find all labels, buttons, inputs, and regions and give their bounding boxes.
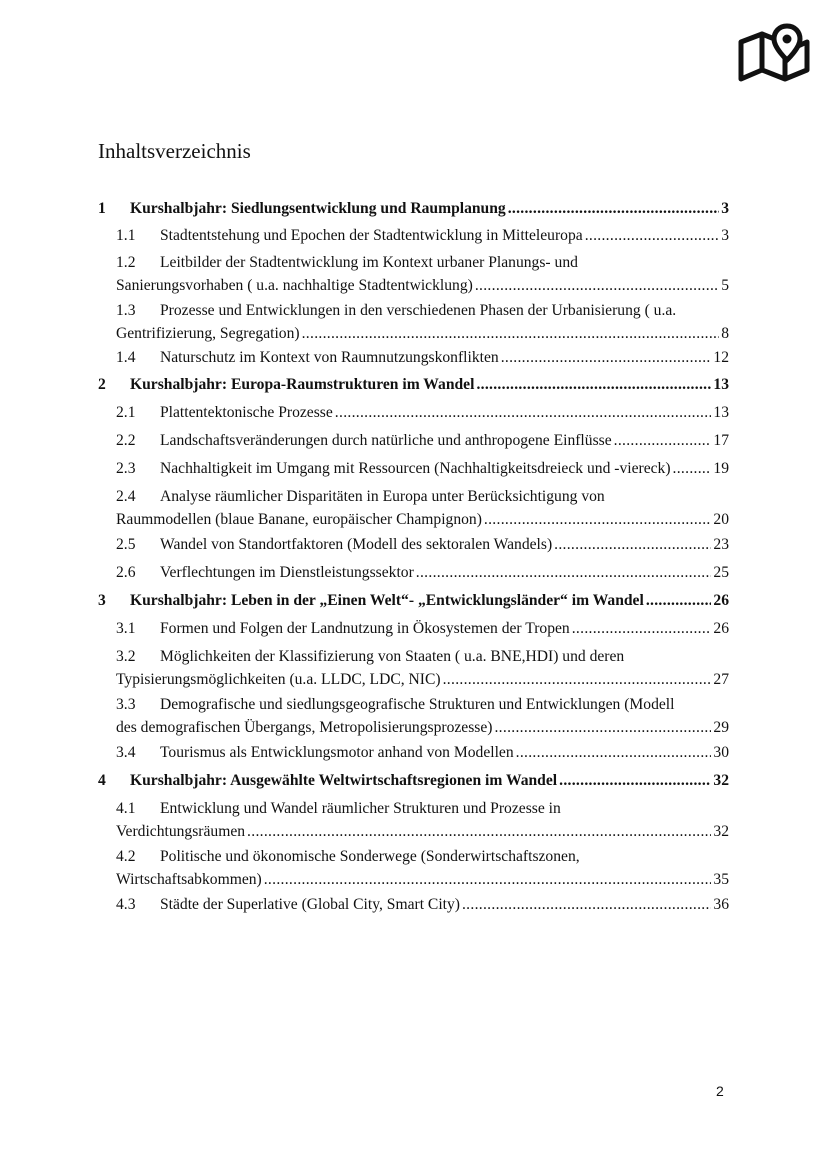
toc-entry-1-1[interactable] — [116, 224, 729, 247]
entry-number: 2.4 — [116, 488, 136, 505]
entry-page: 29 — [713, 719, 729, 736]
entry-title-cont: Raummodellen (blaue Banane, europäischer Champignon) — [116, 511, 482, 528]
entry-title: Naturschutz im Kontext von Raumnutzungskonflikten — [160, 349, 499, 366]
entry-number: 3 — [98, 592, 106, 609]
toc-entry-4-3[interactable] — [116, 893, 729, 916]
entry-number: 4.2 — [116, 848, 136, 865]
entry-page: 26 — [713, 620, 729, 637]
entry-title-cont: des demografischen Übergangs, Metropolisierungsprozesse) — [116, 719, 493, 736]
entry-number: 3.4 — [116, 744, 136, 761]
entry-number: 4 — [98, 772, 106, 789]
entry-title: Analyse räumlicher Disparitäten in Europa unter Berücksichtigung von — [160, 488, 605, 505]
entry-page: 17 — [713, 432, 729, 449]
entry-page: 26 — [713, 592, 729, 609]
toc-entry-2-2[interactable] — [116, 429, 729, 452]
entry-title-cont: Gentrifizierung, Segregation) — [116, 325, 300, 342]
entry-page: 35 — [713, 871, 729, 888]
toc-entry-3-3[interactable] — [116, 693, 729, 739]
entry-number: 1.2 — [116, 254, 136, 271]
entry-title: Möglichkeiten der Klassifizierung von Staaten ( u.a. BNE,HDI) und deren — [160, 648, 625, 665]
toc-entry-3-2[interactable] — [116, 645, 729, 691]
entry-title-cont: Sanierungsvorhaben ( u.a. nachhaltige Stadtentwicklung) — [116, 277, 473, 294]
entry-title: Verflechtungen im Dienstleistungssektor — [160, 564, 414, 581]
entry-page: 23 — [713, 536, 729, 553]
toc-entry-2-1[interactable] — [116, 401, 729, 424]
entry-page: 3 — [721, 200, 729, 217]
entry-page: 5 — [721, 277, 729, 294]
toc-entry-4-2[interactable] — [116, 845, 729, 891]
toc-entry-3-1[interactable] — [116, 617, 729, 640]
toc-entry-4[interactable] — [98, 769, 729, 792]
toc-entry-1-4[interactable] — [116, 346, 729, 369]
toc-entry-1[interactable] — [98, 197, 729, 220]
toc-title: Inhaltsverzeichnis — [98, 139, 251, 163]
entry-page: 20 — [713, 511, 729, 528]
entry-number: 2.6 — [116, 564, 136, 581]
entry-title: Tourismus als Entwicklungsmotor anhand von Modellen — [160, 744, 514, 761]
toc-entry-1-2[interactable] — [116, 251, 729, 297]
entry-number: 2.5 — [116, 536, 136, 553]
entry-title: Formen und Folgen der Landnutzung in Ökosystemen der Tropen — [160, 620, 570, 637]
entry-title-cont: Verdichtungsräumen — [116, 823, 246, 840]
entry-number: 1.1 — [116, 227, 136, 244]
entry-title: Leitbilder der Stadtentwicklung im Kontext urbaner Planungs- und — [160, 254, 578, 271]
entry-title-cont: Typisierungsmöglichkeiten (u.a. LLDC, LDC, NIC) — [116, 671, 441, 688]
entry-title: Landschaftsveränderungen durch natürliche und anthropogene Einflüsse — [160, 432, 612, 449]
entry-page: 19 — [713, 460, 729, 477]
entry-page: 27 — [713, 671, 729, 688]
entry-title: Prozesse und Entwicklungen in den verschiedenen Phasen der Urbanisierung ( u.a. — [160, 302, 677, 319]
entry-number: 3.3 — [116, 696, 136, 713]
toc-entry-3[interactable] — [98, 589, 729, 612]
entry-number: 4.1 — [116, 800, 136, 817]
entry-number: 3.2 — [116, 648, 136, 665]
toc-entry-3-4[interactable] — [116, 741, 729, 764]
entry-title: Kurshalbjahr: Siedlungsentwicklung und Raumplanung — [130, 200, 506, 217]
toc-entry-2[interactable] — [98, 373, 729, 396]
entry-title: Wandel von Standortfaktoren (Modell des sektoralen Wandels) — [160, 536, 553, 553]
toc-entry-2-6[interactable] — [116, 561, 729, 584]
entry-page: 13 — [713, 404, 729, 421]
entry-title: Stadtentstehung und Epochen der Stadtentwicklung in Mitteleuropa — [160, 227, 583, 244]
entry-page: 25 — [713, 564, 729, 581]
entry-page: 12 — [713, 349, 729, 366]
entry-number: 1 — [98, 200, 106, 217]
entry-title: Städte der Superlative (Global City, Smart City) — [160, 896, 460, 913]
toc-entry-4-1[interactable] — [116, 797, 729, 843]
entry-title: Entwicklung und Wandel räumlicher Strukturen und Prozesse in — [160, 800, 561, 817]
toc-entry-2-4[interactable] — [116, 485, 729, 531]
toc-entry-1-3[interactable] — [116, 299, 729, 345]
entry-page: 13 — [713, 376, 729, 393]
map-pin-icon — [738, 22, 810, 82]
entry-title: Kurshalbjahr: Europa-Raumstrukturen im Wandel — [130, 376, 475, 393]
entry-title: Politische und ökonomische Sonderwege (Sonderwirtschaftszonen, — [160, 848, 580, 865]
entry-page: 3 — [721, 227, 729, 244]
entry-number: 1.4 — [116, 349, 136, 366]
entry-number: 2.1 — [116, 404, 136, 421]
toc-entry-2-3[interactable] — [116, 457, 729, 480]
entry-title: Kurshalbjahr: Ausgewählte Weltwirtschaftsregionen im Wandel — [130, 772, 558, 789]
entry-number: 4.3 — [116, 896, 136, 913]
entry-number: 3.1 — [116, 620, 136, 637]
entry-number: 2 — [98, 376, 106, 393]
entry-title-cont: Wirtschaftsabkommen) — [116, 871, 262, 888]
entry-page: 8 — [721, 325, 729, 342]
entry-title: Kurshalbjahr: Leben in der „Einen Welt“- „Entwicklungsländer“ im Wandel — [130, 592, 644, 609]
entry-title: Nachhaltigkeit im Umgang mit Ressourcen (Nachhaltigkeitsdreieck und -viereck) — [160, 460, 671, 477]
entry-page: 36 — [713, 896, 729, 913]
entry-number: 2.2 — [116, 432, 136, 449]
entry-number: 2.3 — [116, 460, 136, 477]
entry-page: 32 — [713, 823, 729, 840]
entry-page: 32 — [713, 772, 729, 789]
entry-number: 1.3 — [116, 302, 136, 319]
entry-page: 30 — [713, 744, 729, 761]
entry-title: Plattentektonische Prozesse — [160, 404, 333, 421]
page-number: 2 — [716, 1083, 724, 1099]
entry-title: Demografische und siedlungsgeografische Strukturen und Entwicklungen (Modell — [160, 696, 675, 713]
toc-entry-2-5[interactable] — [116, 533, 729, 556]
